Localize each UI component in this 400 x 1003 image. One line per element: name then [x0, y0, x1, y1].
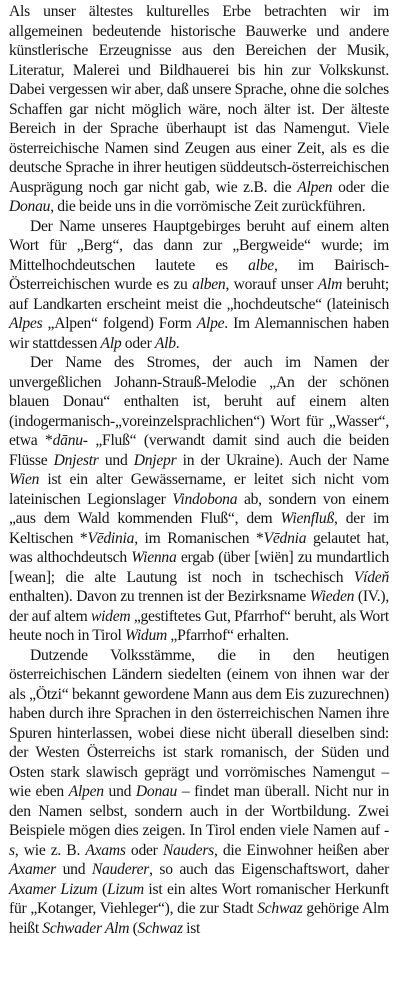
text-run: (: [129, 919, 138, 937]
paragraph-1: [9, 2, 389, 217]
text-run: oder: [125, 841, 163, 859]
text-run: gelautet hat, was althochdeutsch: [9, 529, 389, 566]
text-run: ist ein altes Wort romanischer Herkunft für „Kotanger, Viehleger“), die zur Stadt: [9, 880, 389, 917]
italic-term: Wienna: [131, 549, 177, 566]
text-run: in der Ukraine). Auch der Name: [176, 451, 389, 469]
text-run: enthalten). Davon zu trennen ist der Bezirksname: [9, 588, 310, 605]
text-run: Der Name des Stromes, der auch im Namen der unvergeßlichen Johann-Strauß-Melodie „An der schönen blauen Donau“ enthalten ist, beruht auf einem alten (indogermanisch-„voreinzelsprachlichen“) Wort für „Wasser“, etwa *: [9, 354, 389, 449]
italic-term: Alb: [154, 334, 176, 352]
text-run: „Fluß“ (verwandt damit sind auch die beiden Flüsse: [9, 432, 389, 469]
text-run: und: [56, 861, 92, 878]
text-run: ist ein alter Gewässername, er leitet sich nicht vom lateinischen Legionslager: [9, 471, 389, 508]
italic-term: Alpes: [9, 315, 43, 332]
text-run: , die beide uns in die vorrömische Zeit zurückführen.: [50, 198, 366, 215]
text-run: oder: [121, 334, 155, 352]
italic-term: Alpen: [68, 783, 104, 800]
text-run: , die Einwohner heißen aber: [213, 841, 389, 859]
italic-term: Wien: [9, 471, 40, 488]
italic-term: Donau: [9, 198, 51, 215]
paragraph-2: [9, 217, 389, 354]
italic-term: Schwader Alm: [42, 919, 130, 937]
italic-term: Wieden: [309, 588, 355, 605]
text-run: ab, sondern von einem „aus dem Wald kommenden Fluß“, dem: [9, 490, 389, 527]
text-run: ergab (über [wiën] zu mundartlich [wean]; die alte Lautung ist noch in tschechisch: [9, 549, 389, 586]
text-run: „Pfarrhof“ erhalten.: [167, 627, 289, 644]
italic-term: Nauders: [162, 841, 214, 859]
text-run: .: [175, 334, 180, 352]
italic-term: alben: [192, 276, 226, 293]
italic-term: Donau: [135, 783, 178, 800]
text-run: gehörige Alm heißt: [9, 900, 389, 937]
italic-term: Alpen: [297, 178, 333, 196]
text-run: (IV.), der auf altem: [9, 588, 389, 625]
text-run: Dutzende Volksstämme, die in den heutigen österreichischen Ländern siedelten (einem von ihnen war der als „Ötzi“ bekannt gewordene Mann aus dem Eis zuzurechnen) haben durch ihre Sprachen in den österreichischen Namen ihre Spuren hinterlassen, wobei diese nicht überall dieselben sind: der Westen Österreichs ist stark romanisch, der Süden und Osten stark slawisch geprägt und vorrömisches Namengut – wie eben: [9, 646, 389, 800]
italic-term: Dnjestr: [53, 451, 99, 469]
text-run: , wie z. B.: [14, 841, 86, 859]
italic-term: Vindobona: [172, 490, 238, 508]
italic-term: Nauderer: [91, 861, 150, 878]
italic-term: Vēdnia: [263, 529, 307, 547]
text-run: (: [97, 880, 107, 898]
text-run: beruht; auf Landkarten erscheint meist die „hochdeutsche“ (lateinisch: [9, 276, 389, 313]
italic-term: Dnjepr: [133, 451, 177, 469]
text-run: oder die: [332, 178, 389, 196]
italic-term: widem: [90, 607, 131, 625]
italic-term: -s: [9, 822, 389, 859]
italic-term: Vēdinia: [87, 529, 135, 547]
italic-term: Widum: [124, 627, 168, 644]
text-run: Der Name unseres Hauptgebirges beruht auf einem alten Wort für „Berg“, das dann zur „Bergweide“ wurde; im Mittelhochdeutschen lautete es: [9, 217, 389, 274]
italic-term: Alpe: [196, 315, 225, 332]
italic-term: Axamer Lizum: [9, 880, 98, 898]
text-run: , im Romanischen *: [134, 529, 264, 547]
italic-term: dānu-: [52, 432, 88, 449]
italic-term: Lizum: [106, 880, 144, 898]
text-run: , der im Keltischen *: [9, 510, 389, 547]
text-run: – findet man überall. Nicht nur in den Namen selbst, sondern auch in der Wortbildung. Zwei Beispiele mögen dies zeigen. In Tirol enden viele Namen auf: [9, 783, 389, 839]
text-run: und: [98, 451, 134, 469]
text-run: , worauf unser: [225, 276, 318, 293]
text-run: „gestiftetes Gut, Pfarrhof“ beruht, als Wort heute noch in Tirol: [9, 607, 389, 644]
italic-term: Axamer: [9, 861, 56, 878]
italic-term: albe: [248, 256, 274, 274]
italic-term: Alm: [317, 276, 343, 293]
text-run: „Alpen“ folgend) Form: [42, 315, 197, 332]
italic-term: Vídeň: [353, 568, 389, 586]
italic-term: Schwaz: [257, 900, 303, 917]
text-run: ist: [182, 919, 201, 937]
text-run: , so auch das Eigenschaftswort, daher: [149, 861, 390, 878]
body-text: [9, 2, 389, 938]
italic-term: Alp: [100, 334, 122, 352]
italic-term: Axams: [85, 841, 126, 859]
paragraph-3: [9, 353, 389, 646]
text-run: , im Bairisch-Österreichischen wurde es zu: [9, 256, 390, 293]
text-run: . Im Alemannischen haben wir stattdessen: [9, 315, 389, 352]
paragraph-4: [9, 646, 389, 939]
italic-term: Schwaz: [137, 919, 183, 937]
text-run: und: [103, 783, 136, 800]
text-run: Als unser ältestes kulturelles Erbe betrachten wir im allgemeinen bedeutende historische Bauwerke und andere künstlerische Erzeugnisse aus den Bereichen der Musik, Literatur, Malerei und Bildhauerei bis hin zur Volkskunst. Dabei vergessen wir aber, daß unsere Sprache, ohne die solches Schaffen gar nicht möglich wäre, noch älter ist. Der älteste Bereich in der Sprache überhaupt ist das Namengut. Viele österreichische Namen sind Zeugen aus einer Zeit, als es die deutsche Sprache in ihrer heutigen süddeutsch-österreichischen Ausprägung noch gar nicht gab, wie z.B. die: [9, 3, 389, 196]
italic-term: Wienfluß: [280, 510, 334, 527]
